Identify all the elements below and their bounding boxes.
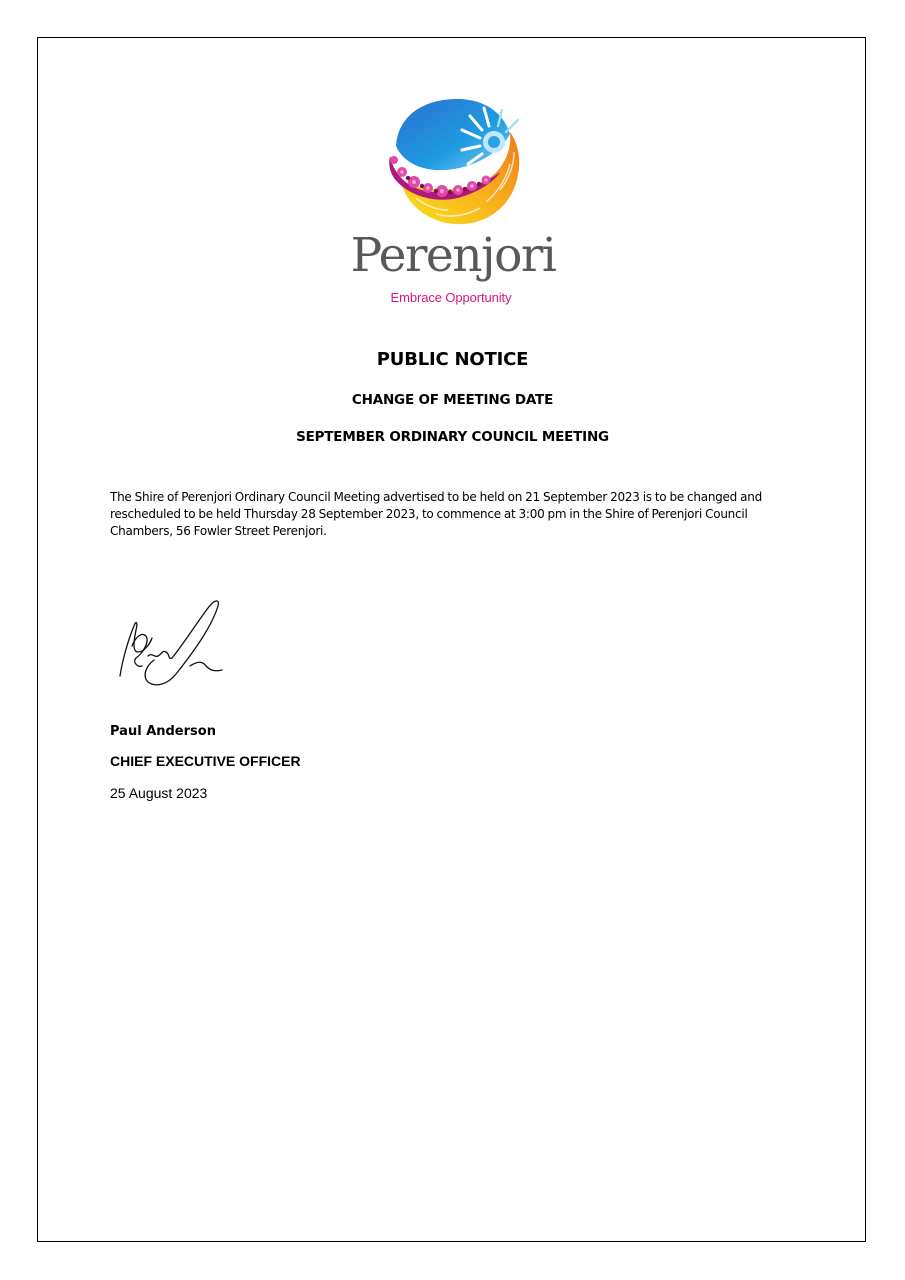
signature-icon bbox=[112, 596, 232, 691]
notice-body: The Shire of Perenjori Ordinary Council Meeting advertised to be held on 21 September 2023 is to be changed and rescheduled to be held Thursday 28 September 2023, to commence at 3:00 pm in the Shire of Perenjori Council Chambers, 56 Fowler Street Perenjori. bbox=[110, 490, 762, 538]
meeting-name: SEPTEMBER ORDINARY COUNCIL MEETING bbox=[296, 429, 609, 445]
logo-tagline: Embrace Opportunity bbox=[390, 290, 512, 305]
logo-wordmark: Perenjori bbox=[350, 228, 556, 283]
shire-logo bbox=[340, 94, 566, 314]
signer-name: Paul Anderson bbox=[110, 724, 216, 739]
notice-date: 25 August 2023 bbox=[110, 785, 208, 801]
notice-title: PUBLIC NOTICE bbox=[376, 349, 529, 370]
signer-title: CHIEF EXECUTIVE OFFICER bbox=[110, 753, 301, 769]
notice-subtitle: CHANGE OF MEETING DATE bbox=[351, 392, 554, 408]
shire-emblem-icon bbox=[376, 94, 526, 234]
